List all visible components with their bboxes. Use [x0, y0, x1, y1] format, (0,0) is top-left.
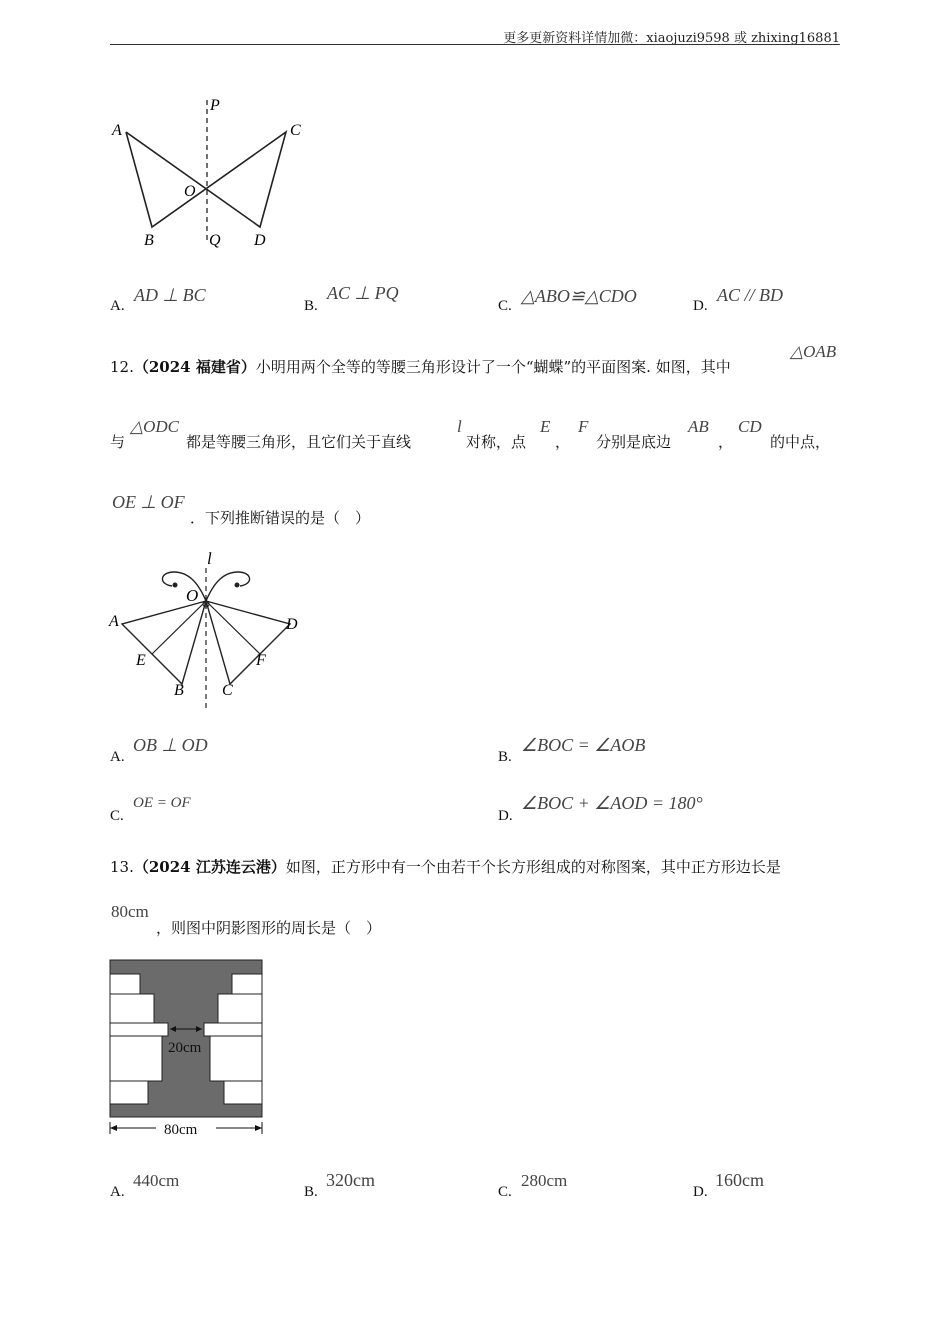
q12-label-c: C	[222, 682, 233, 699]
q12-math-oab: △OAB	[790, 342, 837, 361]
q12-line1	[110, 356, 731, 377]
q11-label-p: P	[210, 97, 220, 114]
q12-figure	[100, 548, 320, 713]
q13-option-c: 280cm	[521, 1171, 568, 1190]
q12-line2a: 都是等腰三角形，且它们关于直线	[186, 433, 412, 451]
q12-label-d: D	[286, 616, 298, 633]
q11-option-b: AC ⊥ PQ	[327, 283, 399, 303]
q13-option-d: 160cm	[715, 1170, 764, 1190]
q12-source: （2024 福建省）	[133, 358, 256, 376]
q11-option-c-letter: C.	[498, 298, 512, 314]
q13-bottom-label: 80cm	[164, 1122, 198, 1138]
q12-option-b-letter: B.	[498, 749, 512, 765]
q11-figure	[100, 92, 330, 252]
q11-label-b: B	[144, 232, 154, 249]
q12-label-f: F	[256, 652, 266, 669]
q12-line2c: 分别是底边	[596, 433, 672, 451]
q12-label-a: A	[109, 613, 119, 630]
q12-label-o: O	[186, 586, 199, 605]
q11-option-b-letter: B.	[304, 298, 318, 314]
q11-option-d-letter: D.	[693, 298, 708, 314]
q13-option-a: 440cm	[133, 1171, 180, 1190]
q13-math-80cm: 80cm	[111, 902, 149, 921]
q11-label-q: Q	[209, 232, 221, 249]
q13-option-d-letter: D.	[693, 1184, 708, 1200]
q12-math-l: l	[457, 417, 462, 436]
q13-line2: ，则图中阴影图形的周长是（ ）	[156, 919, 382, 937]
q12-label-l: l	[207, 549, 212, 568]
q11-option-a-letter: A.	[110, 298, 125, 314]
q12-line2d: 的中点，	[770, 433, 831, 451]
q13-figure	[100, 952, 275, 1142]
q12-comma2: ，	[718, 433, 734, 451]
q11-option-a: AD ⊥ BC	[134, 285, 206, 305]
q11-label-d: D	[254, 232, 266, 249]
q11-label-a: A	[112, 122, 122, 139]
q12-math-oe-perp-of: OE ⊥ OF	[112, 492, 185, 512]
q11-label-o: O	[184, 183, 196, 200]
q12-math-f: F	[578, 417, 589, 436]
q13-option-b-letter: B.	[304, 1184, 318, 1200]
q12-option-a-letter: A.	[110, 749, 125, 765]
q12-option-c-letter: C.	[110, 808, 124, 824]
q13-option-c-letter: C.	[498, 1184, 512, 1200]
q13-number: 13.	[110, 858, 134, 876]
q12-label-b: B	[174, 682, 184, 699]
q12-comma1: ，	[555, 433, 571, 451]
q13-inner-label: 20cm	[168, 1040, 202, 1056]
q12-line1-text: 小明用两个全等的等腰三角形设计了一个“蝴蝶”的平面图案. 如图，其中	[255, 358, 731, 376]
q12-option-b: ∠BOC = ∠AOB	[521, 735, 646, 755]
q12-option-c: OE = OF	[133, 795, 191, 811]
q13-line1	[110, 856, 781, 877]
q13-option-b: 320cm	[326, 1170, 375, 1190]
q12-yu: 与	[110, 433, 126, 451]
q12-option-d-letter: D.	[498, 808, 513, 824]
q12-option-d: ∠BOC + ∠AOD = 180°	[521, 793, 703, 813]
q13-option-a-letter: A.	[110, 1184, 125, 1200]
q11-label-c: C	[290, 122, 301, 139]
q12-math-ab: AB	[688, 417, 709, 436]
header-divider	[110, 44, 840, 45]
q12-math-cd: CD	[738, 417, 762, 436]
q12-option-a: OB ⊥ OD	[133, 735, 208, 755]
q13-source: （2024 江苏连云港）	[133, 858, 286, 876]
q12-line3: ．下列推断错误的是（ ）	[190, 509, 371, 527]
q11-option-c: △ABO≌△CDO	[521, 286, 637, 306]
q11-option-d: AC // BD	[717, 285, 783, 305]
q13-line1-text: 如图，正方形中有一个由若干个长方形组成的对称图案，其中正方形边长是	[285, 858, 781, 876]
q12-math-odc: △ODC	[130, 417, 179, 436]
q12-math-e: E	[540, 417, 551, 436]
page-header: 更多更新资料详情加微：xiaojuzi9598 或 zhixing16881	[503, 31, 840, 46]
q12-label-e: E	[136, 652, 146, 669]
q12-number: 12.	[110, 358, 134, 376]
q12-line2b: 对称，点	[466, 433, 527, 451]
